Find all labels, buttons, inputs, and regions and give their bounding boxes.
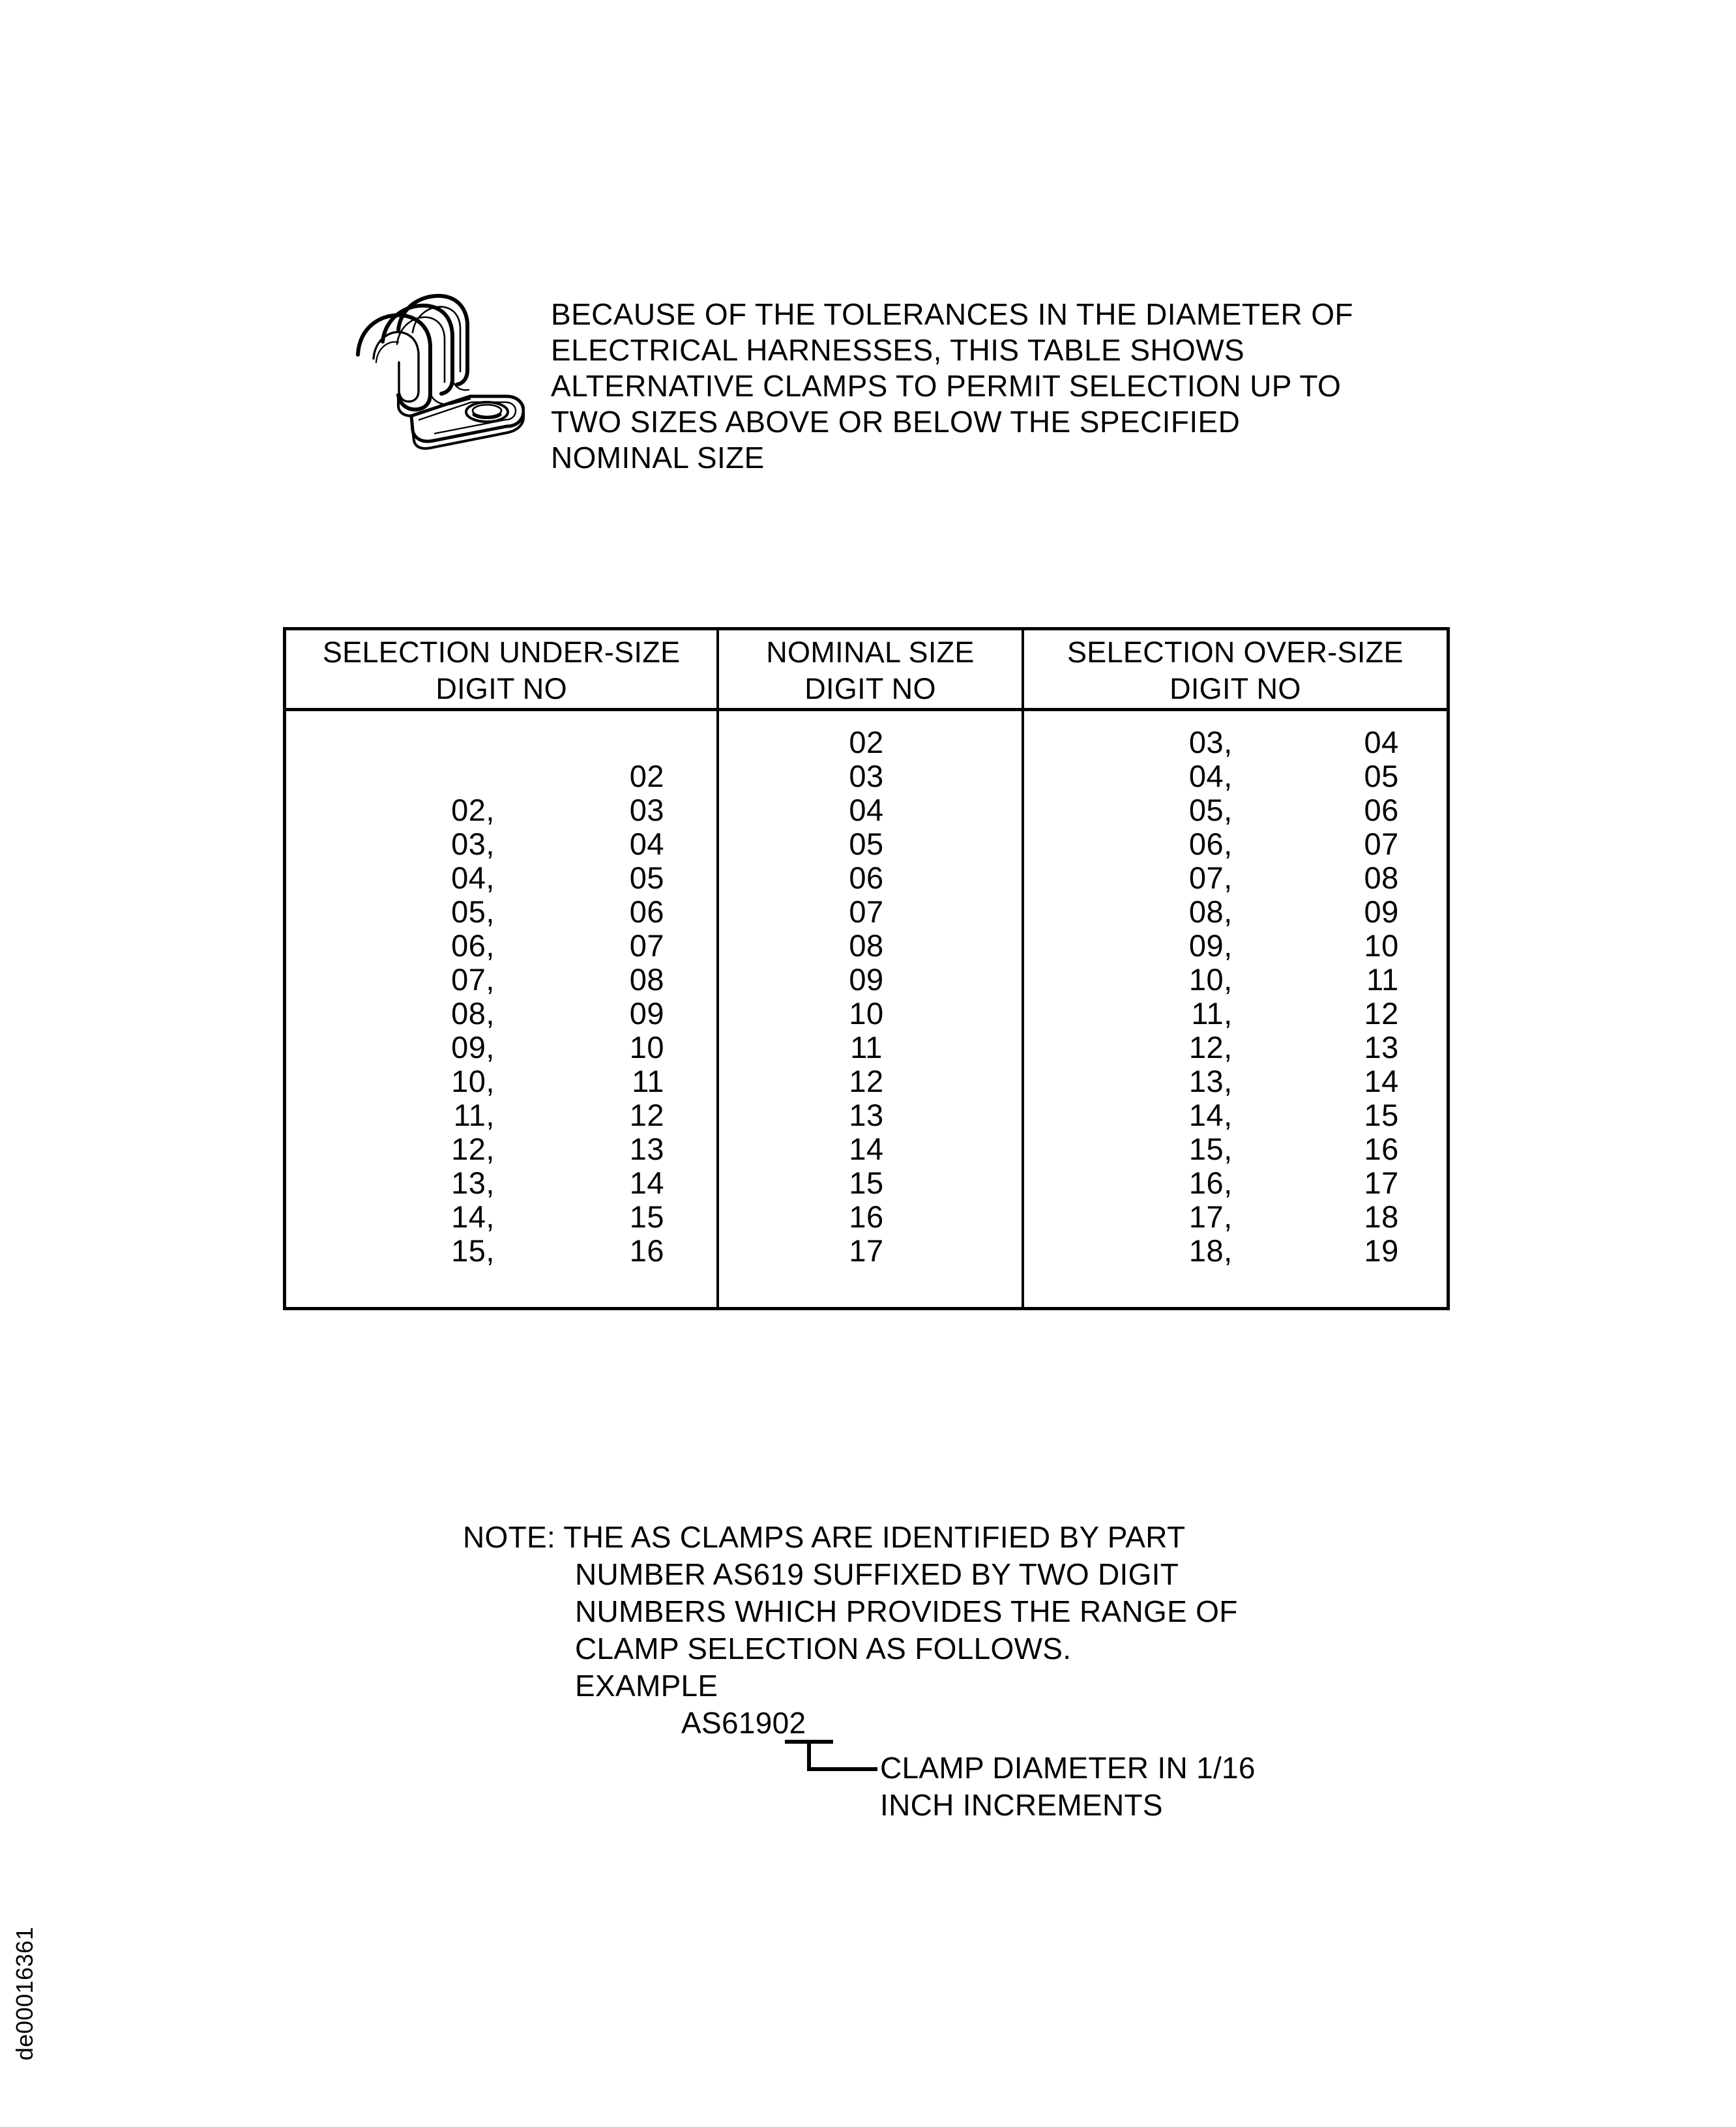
table-row [286,929,716,963]
table-row [719,726,1021,759]
nominal-size-value: 09 [849,962,884,997]
column-header-selection-under-size [286,630,716,708]
table-row [286,827,716,861]
table-row [1024,1132,1447,1166]
over-size-upper-value: 08 [1364,860,1399,895]
note-block [463,1519,1441,1742]
leader-label-line-2: INCH INCREMENTS [880,1788,1163,1822]
under-size-lower-value: 13, [451,1166,495,1200]
nominal-size-value: 11 [850,1030,883,1064]
nominal-size-value: 14 [849,1132,884,1166]
nominal-size-value: 16 [849,1199,884,1234]
over-size-upper-value: 11 [1366,962,1399,997]
table-row [719,1031,1021,1064]
over-size-lower-value: 14, [1188,1098,1233,1132]
nominal-size-value: 06 [849,860,884,895]
intro-paragraph [551,297,1503,476]
under-size-upper-value: 11 [632,1064,664,1098]
under-size-lower-value: 08, [451,996,495,1031]
column-header-selection-over-size [1024,630,1447,708]
table-row [286,759,716,793]
over-size-upper-value: 15 [1364,1098,1399,1132]
under-size-lower-value: 06, [451,928,495,963]
intro-line-4: TWO SIZES ABOVE OR BELOW THE SPECIFIED [551,405,1241,439]
intro-line-1: BECAUSE OF THE TOLERANCES IN THE DIAMETER OF [551,297,1353,331]
under-size-upper-value: 08 [629,962,664,997]
table-row [719,1200,1021,1234]
table-row [1024,726,1447,759]
nominal-size-value: 03 [849,759,884,793]
table-body [286,711,1447,1310]
nominal-size-value: 17 [849,1233,884,1268]
table-row [1024,997,1447,1031]
table-row [286,726,716,759]
table-row [719,1132,1021,1166]
over-size-lower-value: 08, [1188,894,1233,929]
header-over-size-line2: DIGIT NO [1170,671,1301,705]
under-size-lower-value: 09, [451,1030,495,1064]
table-row [719,997,1021,1031]
over-size-upper-value: 17 [1364,1166,1399,1200]
table-row [719,1098,1021,1132]
under-size-lower-value [286,726,495,759]
table-row [719,827,1021,861]
column-header-nominal-size [716,630,1023,708]
nominal-size-value: 05 [849,827,884,861]
intro-line-2: ELECTRICAL HARNESSES, THIS TABLE SHOWS [551,333,1245,367]
nominal-size-value: 07 [849,894,884,929]
under-size-upper-value: 05 [629,860,664,895]
over-size-upper-value: 16 [1364,1132,1399,1166]
over-size-upper-value: 13 [1364,1030,1399,1064]
table-row [286,1200,716,1234]
table-header-row [286,630,1447,711]
table-row [719,929,1021,963]
over-size-upper-value: 18 [1364,1199,1399,1234]
table-row [1024,929,1447,963]
under-size-upper-value: 16 [629,1233,664,1268]
nominal-size-value: 15 [849,1166,884,1200]
over-size-upper-value: 07 [1364,827,1399,861]
intro-line-5: NOMINAL SIZE [551,441,765,475]
under-size-upper-value: 13 [629,1132,664,1166]
over-size-upper-value: 06 [1364,793,1399,827]
over-size-upper-value: 10 [1364,928,1399,963]
table-row [1024,1166,1447,1200]
under-size-lower-value [286,759,495,793]
over-size-upper-value: 09 [1364,894,1399,929]
header-over-size-line1: SELECTION OVER-SIZE [1067,635,1404,669]
over-size-lower-value: 03, [1188,725,1233,759]
table-row [1024,827,1447,861]
table-row [1024,1234,1447,1268]
over-size-upper-value: 12 [1364,996,1399,1031]
table-row [1024,1064,1447,1098]
over-size-lower-value: 09, [1188,928,1233,963]
over-size-lower-value: 07, [1188,860,1233,895]
table-row [286,1132,716,1166]
under-size-upper-value: 03 [629,793,664,827]
over-size-lower-value: 04, [1188,759,1233,793]
under-size-cells [286,711,716,1310]
under-size-lower-value: 11, [453,1098,495,1132]
table-row [286,1064,716,1098]
nominal-size-value: 04 [849,793,884,827]
nominal-size-value: 10 [849,996,884,1031]
under-size-lower-value: 02, [451,793,495,827]
nominal-size-value: 02 [849,725,884,759]
over-size-lower-value: 18, [1188,1233,1233,1268]
table-row [719,861,1021,895]
over-size-upper-value: 04 [1364,725,1399,759]
intro-line-3: ALTERNATIVE CLAMPS TO PERMIT SELECTION UP TO [551,369,1342,403]
under-size-upper-value: 09 [629,996,664,1031]
over-size-lower-value: 05, [1188,793,1233,827]
nominal-size-cells [719,711,1021,1310]
note-line-5: EXAMPLE [575,1669,718,1703]
under-size-lower-value: 14, [451,1199,495,1234]
table-row [286,861,716,895]
table-row [286,1166,716,1200]
table-row [286,1031,716,1064]
under-size-lower-value: 04, [451,860,495,895]
table-row [286,1098,716,1132]
nominal-size-value: 08 [849,928,884,963]
table-row [1024,793,1447,827]
table-row [1024,1200,1447,1234]
under-size-upper-value: 07 [629,928,664,963]
over-size-lower-value: 15, [1188,1132,1233,1166]
over-size-lower-value: 12, [1188,1030,1233,1064]
note-line-1: NOTE: THE AS CLAMPS ARE IDENTIFIED BY PART [463,1520,1186,1554]
p-clamp-illustration-icon [336,287,525,450]
table-row [286,793,716,827]
note-line-3: NUMBERS WHICH PROVIDES THE RANGE OF [575,1594,1238,1628]
over-size-lower-value: 16, [1188,1166,1233,1200]
under-size-upper-value: 14 [629,1166,664,1200]
over-size-upper-value: 19 [1364,1233,1399,1268]
table-row [1024,895,1447,929]
under-size-lower-value: 12, [451,1132,495,1166]
table-row [1024,759,1447,793]
over-size-lower-value: 13, [1188,1064,1233,1098]
column-selection-under-size [286,711,716,1310]
table-row [719,963,1021,997]
table-row [1024,861,1447,895]
header-nominal-size-line2: DIGIT NO [804,671,936,705]
table-row [286,997,716,1031]
table-row [1024,1098,1447,1132]
table-row [719,895,1021,929]
table-row [719,1234,1021,1268]
over-size-lower-value: 06, [1188,827,1233,861]
under-size-upper-value: 04 [629,827,664,861]
under-size-lower-value: 07, [451,962,495,997]
under-size-upper-value: 12 [629,1098,664,1132]
over-size-upper-value: 05 [1364,759,1399,793]
over-size-lower-value: 11, [1191,996,1233,1031]
under-size-lower-value: 15, [451,1233,495,1268]
clamp-size-selection-table [283,627,1450,1310]
note-line-4: CLAMP SELECTION AS FOLLOWS. [575,1632,1072,1665]
nominal-size-value: 13 [849,1098,884,1132]
table-row [286,895,716,929]
over-size-upper-value: 14 [1364,1064,1399,1098]
leader-label-line-1: CLAMP DIAMETER IN 1/16 [880,1751,1256,1785]
header-under-size-line2: DIGIT NO [435,671,567,705]
under-size-upper-value: 15 [629,1199,664,1234]
table-row [1024,1031,1447,1064]
header-nominal-size-line1: NOMINAL SIZE [766,635,975,669]
leader-label [880,1750,1256,1824]
example-part-number: AS61902 [681,1706,806,1740]
document-side-id: de00016361 [11,1926,38,2061]
table-row [719,793,1021,827]
table-row [286,963,716,997]
column-nominal-size [716,711,1023,1310]
under-size-upper-value: 02 [629,759,664,793]
column-selection-over-size [1024,711,1447,1310]
table-row [719,759,1021,793]
header-under-size-line1: SELECTION UNDER-SIZE [322,635,681,669]
under-size-lower-value: 05, [451,894,495,929]
note-line-2: NUMBER AS619 SUFFIXED BY TWO DIGIT [575,1557,1179,1591]
table-row [719,1064,1021,1098]
over-size-lower-value: 10, [1188,962,1233,997]
under-size-upper-value [495,726,664,759]
table-row [286,1234,716,1268]
under-size-lower-value: 03, [451,827,495,861]
over-size-lower-value: 17, [1188,1199,1233,1234]
nominal-size-value: 12 [849,1064,884,1098]
under-size-upper-value: 06 [629,894,664,929]
intro-block [0,0,1736,535]
under-size-upper-value: 10 [629,1030,664,1064]
table-row [719,1166,1021,1200]
over-size-cells [1024,711,1447,1310]
under-size-lower-value: 10, [451,1064,495,1098]
table-row [1024,963,1447,997]
